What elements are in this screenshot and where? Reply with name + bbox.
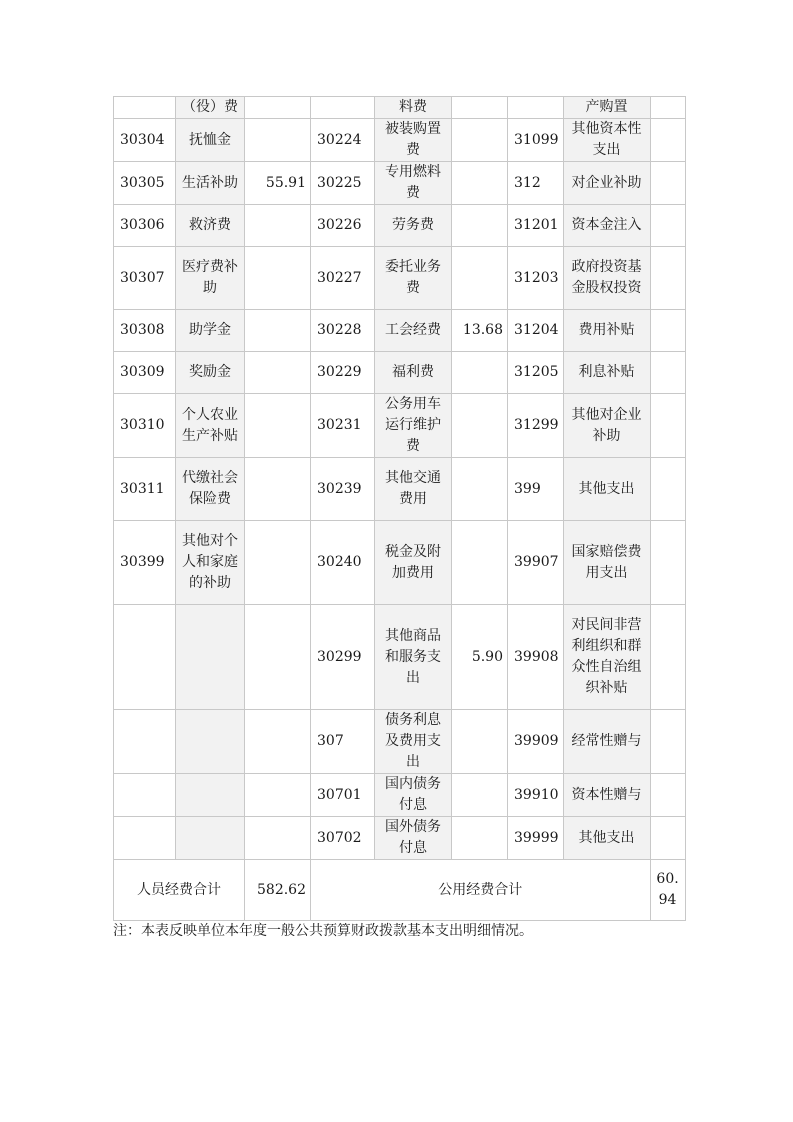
other-code: 39999 — [508, 817, 564, 860]
personnel-item-name: 代缴社会保险费 — [176, 458, 245, 521]
other-item-name: 其他对企业补助 — [563, 394, 650, 458]
public-total-label: 公用经费合计 — [311, 860, 651, 921]
public-amount — [452, 352, 508, 394]
personnel-code — [114, 817, 176, 860]
personnel-code — [114, 710, 176, 774]
table-row — [114, 521, 686, 605]
public-amount — [452, 394, 508, 458]
personnel-amount — [245, 97, 311, 119]
other-amount — [650, 310, 685, 352]
table-row — [114, 247, 686, 310]
public-code: 30228 — [311, 310, 375, 352]
personnel-total-value: 582.62 — [245, 860, 311, 921]
public-code: 30227 — [311, 247, 375, 310]
personnel-code: 30308 — [114, 310, 176, 352]
other-item-name: 其他支出 — [563, 458, 650, 521]
table-row — [114, 774, 686, 817]
personnel-amount — [245, 119, 311, 162]
other-item-name: 其他资本性支出 — [563, 119, 650, 162]
personnel-amount — [245, 394, 311, 458]
table-body — [114, 97, 686, 921]
personnel-item-name — [176, 605, 245, 710]
other-item-name: 产购置 — [563, 97, 650, 119]
public-item-name: 其他交通费用 — [375, 458, 452, 521]
other-amount — [650, 774, 685, 817]
other-amount — [650, 205, 685, 247]
personnel-item-name: 医疗费补助 — [176, 247, 245, 310]
other-amount — [650, 458, 685, 521]
public-amount — [452, 458, 508, 521]
totals-row — [114, 860, 686, 921]
other-item-name: 国家赔偿费用支出 — [563, 521, 650, 605]
table-row — [114, 97, 686, 119]
personnel-item-name: （役）费 — [176, 97, 245, 119]
personnel-amount — [245, 817, 311, 860]
other-code: 39909 — [508, 710, 564, 774]
public-amount — [452, 817, 508, 860]
other-item-name: 其他支出 — [563, 817, 650, 860]
public-code: 307 — [311, 710, 375, 774]
public-item-name: 料费 — [375, 97, 452, 119]
public-amount — [452, 97, 508, 119]
table-row — [114, 394, 686, 458]
personnel-item-name — [176, 774, 245, 817]
other-amount — [650, 605, 685, 710]
personnel-item-name: 其他对个人和家庭的补助 — [176, 521, 245, 605]
personnel-code: 30306 — [114, 205, 176, 247]
public-code: 30229 — [311, 352, 375, 394]
public-code: 30701 — [311, 774, 375, 817]
personnel-code: 30310 — [114, 394, 176, 458]
other-amount — [650, 394, 685, 458]
personnel-code — [114, 774, 176, 817]
personnel-item-name — [176, 710, 245, 774]
public-code: 30239 — [311, 458, 375, 521]
public-item-name: 劳务费 — [375, 205, 452, 247]
other-code — [508, 97, 564, 119]
personnel-item-name — [176, 817, 245, 860]
other-item-name: 对企业补助 — [563, 162, 650, 205]
table-row — [114, 458, 686, 521]
personnel-amount — [245, 247, 311, 310]
other-item-name: 资本金注入 — [563, 205, 650, 247]
personnel-amount — [245, 710, 311, 774]
public-amount — [452, 247, 508, 310]
other-item-name: 经常性赠与 — [563, 710, 650, 774]
public-code: 30240 — [311, 521, 375, 605]
public-amount — [452, 710, 508, 774]
personnel-total-label: 人员经费合计 — [114, 860, 245, 921]
public-amount: 5.90 — [452, 605, 508, 710]
table-footnote: 注：本表反映单位本年度一般公共预算财政拨款基本支出明细情况。 — [113, 923, 533, 939]
public-amount — [452, 521, 508, 605]
public-item-name: 其他商品和服务支出 — [375, 605, 452, 710]
public-item-name: 国内债务付息 — [375, 774, 452, 817]
public-code: 30702 — [311, 817, 375, 860]
personnel-code — [114, 97, 176, 119]
other-amount — [650, 247, 685, 310]
public-code: 30225 — [311, 162, 375, 205]
personnel-item-name: 抚恤金 — [176, 119, 245, 162]
personnel-amount — [245, 521, 311, 605]
other-amount — [650, 119, 685, 162]
personnel-code: 30304 — [114, 119, 176, 162]
other-code: 31203 — [508, 247, 564, 310]
table-row — [114, 710, 686, 774]
personnel-code: 30305 — [114, 162, 176, 205]
other-amount — [650, 817, 685, 860]
public-item-name: 税金及附加费用 — [375, 521, 452, 605]
other-code: 31099 — [508, 119, 564, 162]
table-row — [114, 310, 686, 352]
other-item-name: 对民间非营利组织和群众性自治组织补贴 — [563, 605, 650, 710]
personnel-item-name: 奖励金 — [176, 352, 245, 394]
personnel-amount — [245, 352, 311, 394]
public-item-name: 专用燃料费 — [375, 162, 452, 205]
public-item-name: 工会经费 — [375, 310, 452, 352]
other-code: 39907 — [508, 521, 564, 605]
other-code: 31204 — [508, 310, 564, 352]
personnel-amount — [245, 310, 311, 352]
other-code: 312 — [508, 162, 564, 205]
other-code: 31205 — [508, 352, 564, 394]
personnel-item-name: 助学金 — [176, 310, 245, 352]
personnel-amount: 55.91 — [245, 162, 311, 205]
personnel-code: 30399 — [114, 521, 176, 605]
public-code: 30231 — [311, 394, 375, 458]
public-item-name: 福利费 — [375, 352, 452, 394]
personnel-amount — [245, 774, 311, 817]
personnel-code: 30307 — [114, 247, 176, 310]
table-row — [114, 605, 686, 710]
other-code: 399 — [508, 458, 564, 521]
personnel-code — [114, 605, 176, 710]
other-code: 39910 — [508, 774, 564, 817]
public-code: 30299 — [311, 605, 375, 710]
personnel-item-name: 个人农业生产补贴 — [176, 394, 245, 458]
table-row — [114, 162, 686, 205]
table-row — [114, 205, 686, 247]
public-item-name: 公务用车运行维护费 — [375, 394, 452, 458]
public-amount — [452, 205, 508, 247]
public-code: 30226 — [311, 205, 375, 247]
other-amount — [650, 710, 685, 774]
other-code: 39908 — [508, 605, 564, 710]
public-item-name: 国外债务付息 — [375, 817, 452, 860]
public-amount: 13.68 — [452, 310, 508, 352]
personnel-code: 30309 — [114, 352, 176, 394]
other-amount — [650, 521, 685, 605]
personnel-amount — [245, 205, 311, 247]
other-item-name: 政府投资基金股权投资 — [563, 247, 650, 310]
personnel-item-name: 生活补助 — [176, 162, 245, 205]
table-row — [114, 352, 686, 394]
table-row — [114, 817, 686, 860]
public-amount — [452, 162, 508, 205]
public-total-value: 60.94 — [650, 860, 685, 921]
other-code: 31299 — [508, 394, 564, 458]
public-amount — [452, 119, 508, 162]
other-amount — [650, 162, 685, 205]
public-code — [311, 97, 375, 119]
public-item-name: 被装购置费 — [375, 119, 452, 162]
other-item-name: 利息补贴 — [563, 352, 650, 394]
other-item-name: 资本性赠与 — [563, 774, 650, 817]
personnel-amount — [245, 605, 311, 710]
public-code: 30224 — [311, 119, 375, 162]
other-amount — [650, 97, 685, 119]
public-item-name: 债务利息及费用支出 — [375, 710, 452, 774]
personnel-code: 30311 — [114, 458, 176, 521]
personnel-amount — [245, 458, 311, 521]
table-row — [114, 119, 686, 162]
public-amount — [452, 774, 508, 817]
personnel-item-name: 救济费 — [176, 205, 245, 247]
public-item-name: 委托业务费 — [375, 247, 452, 310]
other-item-name: 费用补贴 — [563, 310, 650, 352]
other-amount — [650, 352, 685, 394]
expense-detail-table — [113, 96, 686, 921]
other-code: 31201 — [508, 205, 564, 247]
